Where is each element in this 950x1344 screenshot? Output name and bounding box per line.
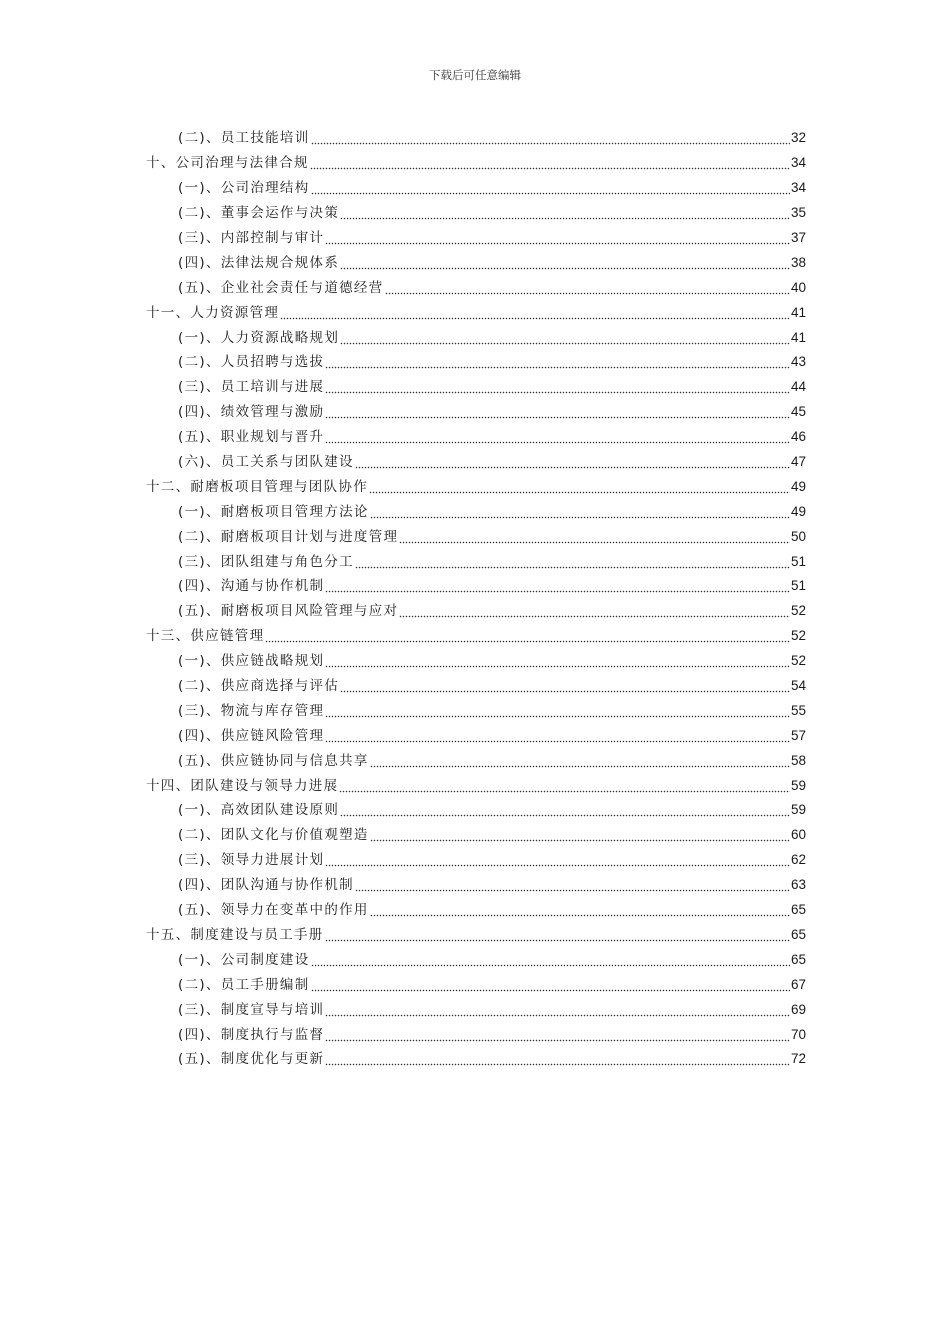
toc-section-entry[interactable] <box>0 250 950 275</box>
toc-dot-leader <box>325 1028 790 1042</box>
toc-section-entry[interactable] <box>0 898 950 923</box>
toc-entry-title: (四)、供应链风险管理 <box>178 727 325 744</box>
toc-dot-leader <box>340 803 790 817</box>
toc-chapter-entry[interactable] <box>0 773 950 798</box>
toc-section-entry[interactable] <box>0 972 950 997</box>
toc-entry-page-number: 62 <box>790 852 806 868</box>
toc-entry-page-number: 40 <box>790 279 806 295</box>
toc-section-entry[interactable] <box>0 574 950 599</box>
toc-entry-page-number: 41 <box>790 329 806 345</box>
toc-entry-title: (四)、沟通与协作机制 <box>178 578 325 595</box>
toc-section-entry[interactable] <box>0 450 950 475</box>
toc-entry-page-number: 49 <box>790 478 806 494</box>
toc-dot-leader <box>399 530 790 544</box>
toc-entry-title: (三)、领导力进展计划 <box>178 852 325 869</box>
toc-entry-page-number: 43 <box>790 354 806 370</box>
toc-dot-leader <box>340 256 790 270</box>
toc-dot-leader <box>311 131 790 145</box>
toc-entry-page-number: 32 <box>790 130 806 146</box>
toc-entry-page-number: 51 <box>790 553 806 569</box>
toc-entry-page-number: 46 <box>790 429 806 445</box>
toc-entry-title: (二)、供应商选择与评估 <box>178 678 340 695</box>
toc-entry-page-number: 58 <box>790 752 806 768</box>
toc-dot-leader <box>339 779 790 793</box>
toc-section-entry[interactable] <box>0 375 950 400</box>
toc-entry-title: (四)、法律法规合规体系 <box>178 254 340 271</box>
toc-section-entry[interactable] <box>0 201 950 226</box>
toc-dot-leader <box>370 754 790 768</box>
toc-section-entry[interactable] <box>0 698 950 723</box>
toc-entry-title: (三)、员工培训与进展 <box>178 379 325 396</box>
toc-entry-page-number: 52 <box>790 628 806 644</box>
toc-section-entry[interactable] <box>0 947 950 972</box>
toc-dot-leader <box>325 1003 790 1017</box>
toc-entry-page-number: 63 <box>790 877 806 893</box>
toc-entry-page-number: 49 <box>790 503 806 519</box>
toc-entry-title: 十四、团队建设与领导力进展 <box>146 777 339 794</box>
toc-entry-title: (六)、员工关系与团队建设 <box>178 454 354 471</box>
toc-entry-title: (三)、团队组建与角色分工 <box>178 553 354 570</box>
toc-entry-title: (一)、耐磨板项目管理方法论 <box>178 503 369 520</box>
toc-entry-title: 十、公司治理与法律合规 <box>146 155 309 172</box>
toc-section-entry[interactable] <box>0 524 950 549</box>
toc-section-entry[interactable] <box>0 1047 950 1072</box>
toc-section-entry[interactable] <box>0 126 950 151</box>
toc-dot-leader <box>340 206 790 220</box>
toc-entry-page-number: 65 <box>790 951 806 967</box>
toc-entry-page-number: 52 <box>790 603 806 619</box>
toc-entry-title: 十三、供应链管理 <box>146 628 265 645</box>
toc-entry-title: (二)、人员招聘与选拔 <box>178 354 325 371</box>
toc-section-entry[interactable] <box>0 748 950 773</box>
toc-entry-page-number: 52 <box>790 653 806 669</box>
toc-entry-title: (一)、高效团队建设原则 <box>178 802 340 819</box>
toc-section-entry[interactable] <box>0 350 950 375</box>
toc-entry-page-number: 59 <box>790 777 806 793</box>
toc-dot-leader <box>369 480 790 494</box>
toc-section-entry[interactable] <box>0 599 950 624</box>
toc-entry-page-number: 51 <box>790 578 806 594</box>
table-of-contents <box>0 126 950 1072</box>
toc-entry-title: (二)、团队文化与价值观塑造 <box>178 827 369 844</box>
toc-section-entry[interactable] <box>0 798 950 823</box>
toc-dot-leader <box>325 355 790 369</box>
toc-dot-leader <box>310 156 790 170</box>
toc-entry-page-number: 34 <box>790 155 806 171</box>
toc-entry-title: (五)、企业社会责任与道德经营 <box>178 279 384 296</box>
toc-dot-leader <box>311 978 790 992</box>
toc-chapter-entry[interactable] <box>0 923 950 948</box>
toc-section-entry[interactable] <box>0 723 950 748</box>
toc-chapter-entry[interactable] <box>0 624 950 649</box>
page-header: 下载后可任意编辑 <box>429 68 521 82</box>
toc-dot-leader <box>355 878 790 892</box>
toc-entry-title: (四)、团队沟通与协作机制 <box>178 877 354 894</box>
toc-dot-leader <box>325 1052 790 1066</box>
toc-chapter-entry[interactable] <box>0 474 950 499</box>
toc-dot-leader <box>340 679 790 693</box>
toc-section-entry[interactable] <box>0 674 950 699</box>
toc-section-entry[interactable] <box>0 997 950 1022</box>
toc-dot-leader <box>325 853 790 867</box>
toc-entry-title: (五)、供应链协同与信息共享 <box>178 752 369 769</box>
toc-entry-title: (一)、公司制度建设 <box>178 951 310 968</box>
toc-dot-leader <box>370 903 790 917</box>
toc-entry-title: (四)、制度执行与监督 <box>178 1026 325 1043</box>
toc-dot-leader <box>370 505 790 519</box>
toc-dot-leader <box>325 405 790 419</box>
toc-dot-leader <box>355 555 790 569</box>
toc-entry-page-number: 65 <box>790 926 806 942</box>
toc-entry-page-number: 57 <box>790 727 806 743</box>
toc-entry-title: 十五、制度建设与员工手册 <box>146 926 324 943</box>
toc-entry-page-number: 41 <box>790 304 806 320</box>
toc-entry-title: (一)、人力资源战略规划 <box>178 329 340 346</box>
toc-entry-title: (三)、内部控制与审计 <box>178 230 325 246</box>
toc-section-entry[interactable] <box>0 499 950 524</box>
toc-dot-leader <box>325 231 790 245</box>
toc-section-entry[interactable] <box>0 400 950 425</box>
toc-entry-page-number: 38 <box>790 254 806 270</box>
toc-entry-page-number: 44 <box>790 379 806 395</box>
toc-section-entry[interactable] <box>0 823 950 848</box>
toc-dot-leader <box>325 579 790 593</box>
toc-entry-page-number: 59 <box>790 802 806 818</box>
toc-entry-title: (一)、公司治理结构 <box>178 180 310 197</box>
toc-chapter-entry[interactable] <box>0 151 950 176</box>
toc-entry-title: 十一、人力资源管理 <box>146 304 280 321</box>
toc-dot-leader <box>280 306 790 320</box>
toc-section-entry[interactable] <box>0 275 950 300</box>
toc-entry-title: (五)、领导力在变革中的作用 <box>178 902 369 919</box>
toc-entry-page-number: 60 <box>790 827 806 843</box>
toc-entry-page-number: 47 <box>790 454 806 470</box>
toc-entry-page-number: 67 <box>790 976 806 992</box>
toc-section-entry[interactable] <box>0 325 950 350</box>
toc-entry-title: (二)、董事会运作与决策 <box>178 205 340 222</box>
toc-dot-leader <box>325 654 790 668</box>
toc-dot-leader <box>311 953 790 967</box>
toc-entry-title: (一)、供应链战略规划 <box>178 653 325 670</box>
toc-dot-leader <box>399 604 790 618</box>
toc-dot-leader <box>325 704 790 718</box>
toc-section-entry[interactable] <box>0 649 950 674</box>
toc-dot-leader <box>370 828 790 842</box>
toc-entry-page-number: 54 <box>790 678 806 694</box>
toc-entry-title: 十二、耐磨板项目管理与团队协作 <box>146 478 368 495</box>
toc-section-entry[interactable] <box>0 873 950 898</box>
toc-entry-page-number: 45 <box>790 404 806 420</box>
toc-entry-title: (五)、制度优化与更新 <box>178 1051 325 1068</box>
toc-dot-leader <box>325 430 790 444</box>
toc-entry-title: (二)、员工手册编制 <box>178 976 310 993</box>
toc-entry-page-number: 37 <box>790 230 806 245</box>
toc-entry-page-number: 55 <box>790 702 806 718</box>
toc-entry-page-number: 35 <box>790 205 806 221</box>
toc-entry-page-number: 70 <box>790 1026 806 1042</box>
toc-entry-page-number: 34 <box>790 180 806 196</box>
toc-entry-title: (三)、物流与库存管理 <box>178 702 325 719</box>
toc-section-entry[interactable] <box>0 425 950 450</box>
toc-entry-title: (五)、职业规划与晋升 <box>178 429 325 446</box>
toc-section-entry[interactable] <box>0 176 950 201</box>
toc-entry-title: (三)、制度宣导与培训 <box>178 1001 325 1018</box>
toc-entry-title: (二)、员工技能培训 <box>178 130 310 147</box>
toc-section-entry[interactable] <box>0 549 950 574</box>
toc-section-entry[interactable] <box>0 848 950 873</box>
toc-dot-leader <box>265 629 790 643</box>
toc-entry-title: (四)、绩效管理与激励 <box>178 404 325 421</box>
toc-chapter-entry[interactable] <box>0 300 950 325</box>
toc-section-entry[interactable] <box>0 1022 950 1047</box>
toc-dot-leader <box>340 331 790 345</box>
toc-entry-title: (五)、耐磨板项目风险管理与应对 <box>178 603 399 620</box>
toc-entry-title: (二)、耐磨板项目计划与进度管理 <box>178 528 399 545</box>
toc-dot-leader <box>385 281 790 295</box>
toc-entry-page-number: 50 <box>790 528 806 544</box>
toc-section-entry[interactable] <box>0 226 950 251</box>
toc-dot-leader <box>311 181 790 195</box>
toc-entry-page-number: 69 <box>790 1001 806 1017</box>
toc-dot-leader <box>325 729 790 743</box>
toc-dot-leader <box>355 455 790 469</box>
toc-dot-leader <box>325 380 790 394</box>
toc-dot-leader <box>325 928 790 942</box>
toc-entry-page-number: 65 <box>790 902 806 918</box>
toc-entry-page-number: 72 <box>790 1051 806 1067</box>
